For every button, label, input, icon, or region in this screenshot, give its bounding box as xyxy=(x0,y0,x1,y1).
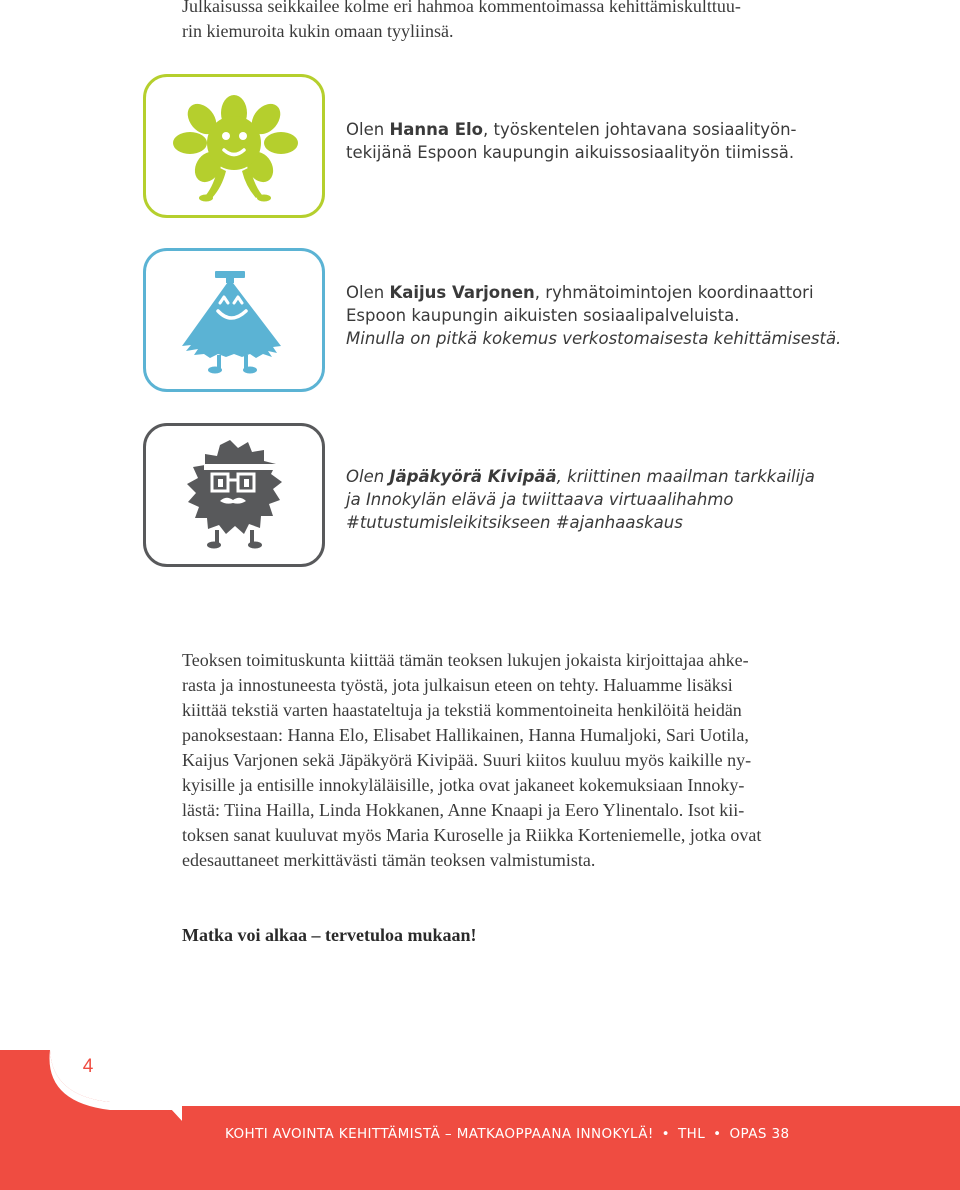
description-line xyxy=(346,118,846,141)
description-line: Minulla on pitkä kokemus verkostomaisesta kehittämisestä. xyxy=(346,329,842,348)
blue-triangle-character-icon xyxy=(146,251,328,395)
description-line: #tutustumisleikitsikseen #ajanhaaskaus xyxy=(346,513,683,532)
grey-spiky-character-icon xyxy=(146,426,328,570)
footer-title-line xyxy=(225,1126,790,1142)
acknowledgement-line: rasta ja innostuneesta työstä, jota julkaisun eteen on tehty. Haluamme lisäksi xyxy=(182,675,733,695)
publisher-name: THL xyxy=(678,1126,706,1142)
description-line: Espoon kaupungin aikuisten sosiaalipalveluista. xyxy=(346,306,740,325)
description-text: , työskentelen johtavana sosiaalityön- xyxy=(483,120,797,139)
hanna-elo-avatar-card xyxy=(143,74,325,218)
separator-dot: • xyxy=(661,1126,671,1142)
acknowledgement-line: kyisille ja entisille innokyläläisille, jotka ovat jakaneet kokemuksiaan Innoky- xyxy=(182,775,745,795)
intro-line: Julkaisussa seikkailee kolme eri hahmoa kommentoimassa kehittämiskulttuu- xyxy=(182,0,741,16)
intro-paragraph xyxy=(182,0,842,44)
publication-title: KOHTI AVOINTA KEHITTÄMISTÄ – MATKAOPPAANA INNOKYLÄ! xyxy=(225,1126,654,1142)
description-line xyxy=(346,465,846,488)
acknowledgement-line: Kaijus Varjonen sekä Jäpäkyörä Kivipää. Suuri kiitos kuuluu myös kaikille ny- xyxy=(182,750,752,770)
description-text: , ryhmätoimintojen koordinaattori xyxy=(534,283,814,302)
japakyora-kivipaa-description xyxy=(346,465,846,534)
character-name: Jäpäkyörä Kivipää xyxy=(389,467,557,486)
acknowledgement-paragraph xyxy=(182,648,842,873)
footer-band xyxy=(0,1050,960,1190)
page-number-badge: 4 xyxy=(70,1049,106,1085)
acknowledgement-line: Teoksen toimituskunta kiittää tämän teoksen lukujen jokaista kirjoittajaa ahke- xyxy=(182,650,749,670)
acknowledgement-line: edesauttaneet merkittävästi tämän teoksen valmistumista. xyxy=(182,850,596,870)
character-name: Hanna Elo xyxy=(389,120,484,139)
description-line: tekijänä Espoon kaupungin aikuissosiaalityön tiimissä. xyxy=(346,143,795,162)
acknowledgement-line: kiittää tekstiä varten haastateltuja ja tekstiä kommentoineita henkilöitä heidän xyxy=(182,700,742,720)
character-name: Kaijus Varjonen xyxy=(389,283,535,302)
description-line: ja Innokylän elävä ja twiittaava virtuaalihahmo xyxy=(346,490,734,509)
description-prefix: Olen xyxy=(346,120,390,139)
closing-motto: Matka voi alkaa – tervetuloa mukaan! xyxy=(182,925,477,945)
separator-dot: • xyxy=(713,1126,722,1142)
kaijus-varjonen-avatar-card xyxy=(143,248,325,392)
intro-line: rin kiemuroita kukin omaan tyyliinsä. xyxy=(182,21,454,41)
description-text: , kriittinen maailman tarkkailija xyxy=(556,467,815,486)
description-prefix: Olen xyxy=(346,283,390,302)
kaijus-varjonen-description xyxy=(346,281,846,350)
acknowledgement-line: toksen sanat kuuluvat myös Maria Kuroselle ja Riikka Korteniemelle, jotka ovat xyxy=(182,825,762,845)
series-label: OPAS 38 xyxy=(729,1126,790,1142)
description-line xyxy=(346,281,846,304)
green-sun-character-icon xyxy=(146,77,328,221)
acknowledgement-line: panoksestaan: Hanna Elo, Elisabet Hallikainen, Hanna Humaljoki, Sari Uotila, xyxy=(182,725,749,745)
description-prefix: Olen xyxy=(346,467,390,486)
acknowledgement-line: lästä: Tiina Hailla, Linda Hokkanen, Anne Knaapi ja Eero Ylinentalo. Isot kii- xyxy=(182,800,745,820)
hanna-elo-description xyxy=(346,118,846,164)
japakyora-kivipaa-avatar-card xyxy=(143,423,325,567)
